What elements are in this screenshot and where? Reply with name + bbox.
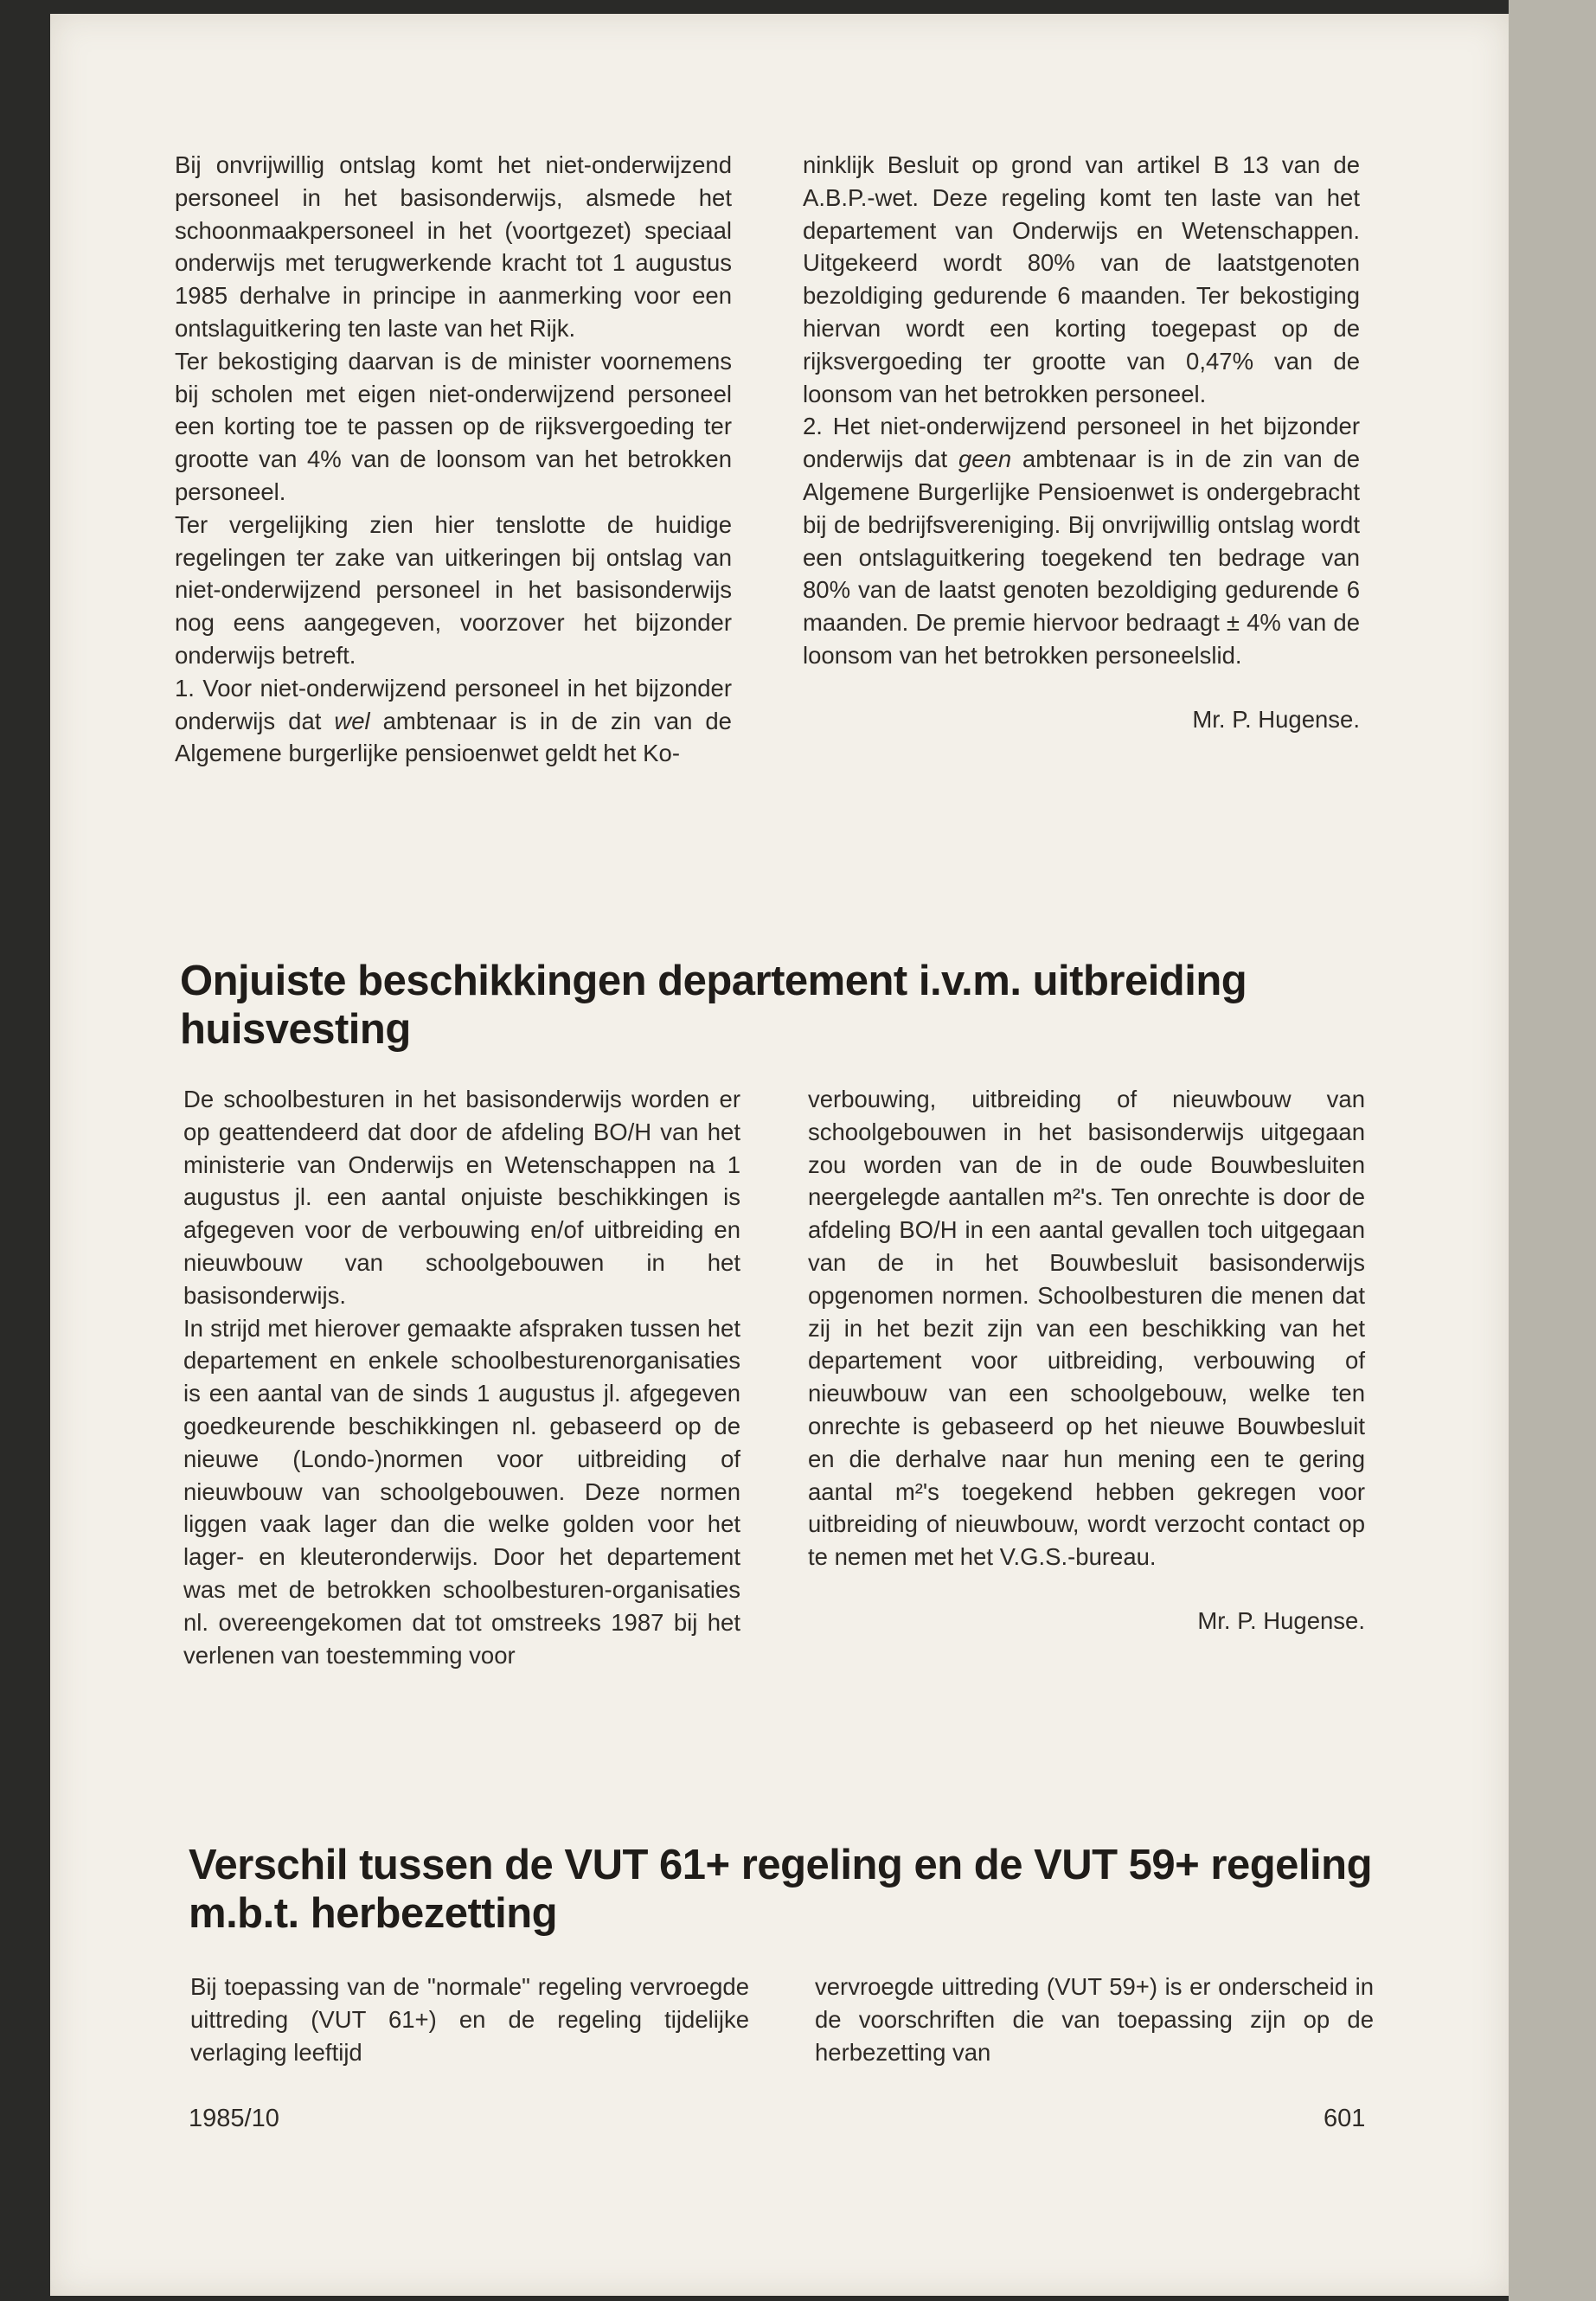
section1-left-column (175, 149, 732, 770)
section2-right-column (808, 1083, 1365, 1638)
paragraph: ninklijk Besluit op grond van artikel B 13 van de A.B.P.-wet. Deze regeling komt ten laste van het departement van Onderwijs en Wetenschappen. Uitgekeerd wordt 80% van de laatstgenoten bezoldiging gedurende 6 maanden. Ter bekostiging hiervan wordt een korting toegepast op de rijksvergoeding ter grootte van 0,47% van de loonsom van het betrokken personeel. (803, 151, 1360, 407)
paragraph: Bij onvrijwillig ontslag komt het niet-onderwijzend personeel in het basisonderwijs, alsmede het schoonmaakpersoneel in het (voortgezet) speciaal onderwijs met terugwerkende kracht tot 1 augustus 1985 derhalve in principe in aanmerking voor een ontslaguitkering ten laste van het Rijk. (175, 151, 732, 342)
signature: Mr. P. Hugense. (1197, 1606, 1365, 1634)
paragraph: vervroegde uittreding (VUT 59+) is er onderscheid in de voorschriften die van toepassing zijn op de herbezetting van (815, 1973, 1374, 2066)
paragraph: Ter vergelijking zien hier tenslotte de huidige regelingen ter zake van uitkeringen bij ontslag van niet-onderwijzend personeel in het basisonderwijs nog eens aangegeven, voorzover het bijzonder onderwijs betreft. (175, 510, 732, 669)
paragraph: In strijd met hierover gemaakte afspraken tussen het departement en enkele schoolbesturenorganisaties is een aantal van de sinds 1 augustus jl. afgegeven goedkeurende beschikkingen nl. gebaseerd op de nieuwe (Londo-)normen voor uitbreiding of nieuwbouw van schoolgebouwen. Deze normen liggen vaak lager dan die welke golden voor het lager- en kleuteronderwijs. Door het departement was met de betrokken schoolbesturen-organisaties nl. overeengekomen dat tot omstreeks 1987 bij het verlenen van toestemming voor (183, 1314, 740, 1669)
paragraph: De schoolbesturen in het basisonderwijs worden er op geattendeerd dat door de afdeling BO/H van het ministerie van Onderwijs en Wetenschappen na 1 augustus jl. een aantal onjuiste beschikkingen is afgegeven voor de verbouwing en/of uitbreiding en nieuwbouw van schoolgebouwen in het basisonderwijs. (183, 1086, 740, 1309)
section1-right-column (803, 149, 1360, 736)
paragraph: verbouwing, uitbreiding of nieuwbouw van schoolgebouwen in het basisonderwijs uitgegaan zou worden van de in de oude Bouwbesluiten neergelegde aantallen m²'s. Ten onrechte is door de afdeling BO/H in een aantal gevallen toch uitgegaan van de in het Bouwbesluit basisonderwijs opgenomen normen. Schoolbesturen die menen dat zij in het bezit zijn van een beschikking van het departement voor uitbreiding, verbouwing of nieuwbouw van een schoolgebouw, welke ten onrechte is gebaseerd op het nieuwe Bouwbesluit en die derhalve naar hun mening een te gering aantal m²'s toegekend hebben gekregen voor uitbreiding of nieuwbouw, wordt verzocht contact op te nemen met het V.G.S.-bureau. (808, 1086, 1365, 1571)
section2-left-column (183, 1083, 740, 1671)
item1-text-b: ambtenaar is in de zin van de Algemene burgerlijke pensioenwet geldt het Ko- (175, 707, 732, 767)
item2-text-a: 2. Het niet-onderwijzend personeel in het bijzonder onderwijs dat (803, 413, 1360, 473)
page-number: 601 (1324, 2105, 1366, 2132)
issue-number: 1985/10 (189, 2105, 279, 2132)
section3-left-column (190, 1971, 749, 2068)
item1-emphasis: wel (334, 707, 370, 734)
paragraph-item-1 (175, 672, 732, 770)
signature: Mr. P. Hugense. (1192, 705, 1360, 733)
page-edge (1509, 0, 1596, 2301)
article-headline: Onjuiste beschikkingen departement i.v.m. uitbreiding huisvesting (180, 958, 1247, 1053)
item2-emphasis: geen (958, 445, 1012, 473)
article-headline: Verschil tussen de VUT 61+ regeling en de VUT 59+ regeling m.b.t. herbezetting (189, 1842, 1373, 1937)
item1-text-a: 1. Voor niet-onderwijzend personeel in het bijzonder onderwijs dat (175, 674, 732, 734)
paragraph-item-2 (803, 410, 1360, 671)
paragraph: Ter bekostiging daarvan is de minister voornemens bij scholen met eigen niet-onderwijzend personeel een korting toe te passen op de rijksvergoeding ter grootte van 4% van de loonsom van het betrokken personeel. (175, 347, 732, 505)
paragraph: Bij toepassing van de "normale" regeling vervroegde uittreding (VUT 61+) en de regeling tijdelijke verlaging leeftijd (190, 1973, 749, 2066)
item2-text-b: ambtenaar is in de zin van de Algemene Burgerlijke Pensioenwet is ondergebracht bij de bedrijfsvereniging. Bij onvrijwillig ontslag wordt een ontslaguitkering toegekend ten bedrage van 80% van de laatst genoten bezoldiging gedurende 6 maanden. De premie hiervoor bedraagt ± 4% van de loonsom van het betrokken personeelslid. (803, 445, 1360, 669)
section3-right-column (815, 1971, 1374, 2068)
